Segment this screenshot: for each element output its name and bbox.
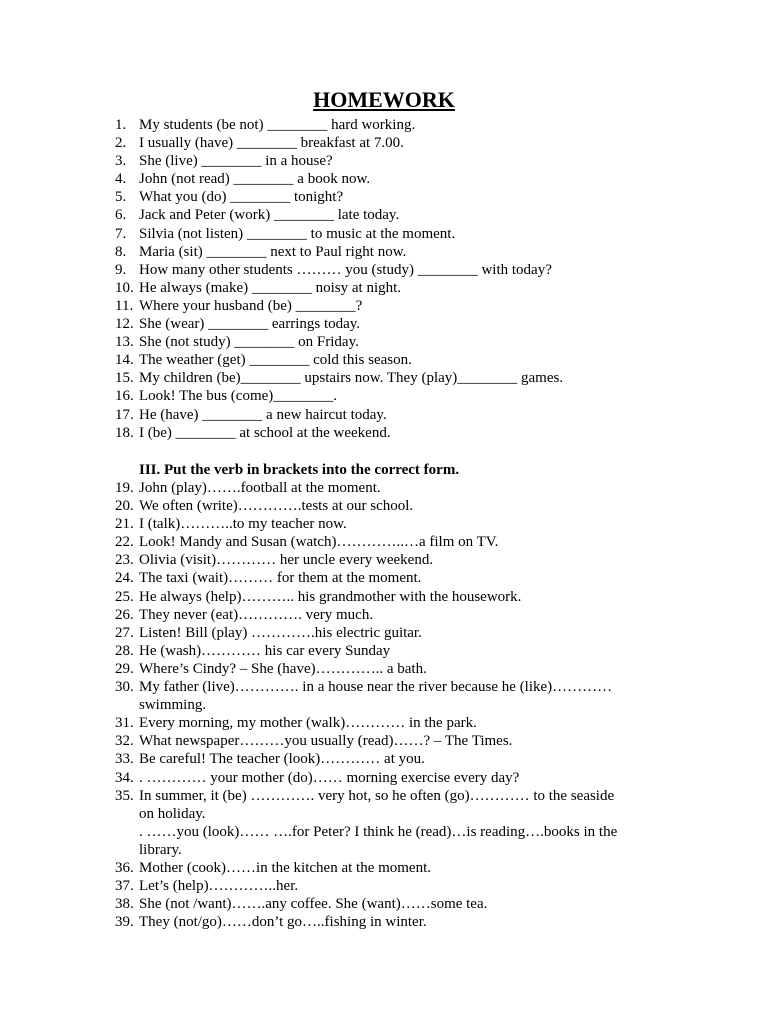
exercise-item <box>115 206 715 224</box>
item-text: What newspaper………you usually (read)……? – The Times. <box>139 733 513 750</box>
exercise-item <box>115 913 715 931</box>
item-text: She (live) ________ in a house? <box>139 153 333 170</box>
exercise-item <box>115 515 715 533</box>
item-text: My students (be not) ________ hard working. <box>139 117 416 133</box>
exercise-item <box>115 497 715 515</box>
exercise-item <box>115 387 715 405</box>
item-number: 10. <box>115 279 134 296</box>
item-number: 33. <box>115 751 134 768</box>
exercise-item <box>115 297 715 315</box>
item-text: Look! Mandy and Susan (watch)…………..…a film on TV. <box>139 534 499 551</box>
item-number: 36. <box>115 859 134 876</box>
item-number: 1. <box>115 117 127 133</box>
item-number: 24. <box>115 570 134 587</box>
item-number: 18. <box>115 424 134 441</box>
item-text: The weather (get) ________ cold this season. <box>139 352 412 369</box>
item-number: 31. <box>115 715 134 732</box>
item-text: In summer, it (be) …………. very hot, so he often (go)………… to the seaside <box>139 787 615 804</box>
item-number: 34. <box>115 769 134 786</box>
item-number: 28. <box>115 642 134 659</box>
page-title: HOMEWORK <box>313 87 455 112</box>
exercise-item <box>115 134 715 152</box>
exercise-item <box>115 116 715 134</box>
item-text: Where your husband (be) ________? <box>139 297 363 314</box>
item-number: 14. <box>115 352 134 369</box>
item-text: My children (be)________ upstairs now. They (play)________ games. <box>139 370 564 387</box>
exercise-item <box>115 369 715 387</box>
item-number: 38. <box>115 896 134 913</box>
exercise-item <box>115 750 715 768</box>
exercise-list-2 <box>115 479 715 931</box>
exercise-item <box>115 333 715 351</box>
exercise-item <box>115 569 715 587</box>
exercise-item <box>115 243 715 261</box>
section-heading: III. Put the verb in brackets into the correct form. <box>139 462 460 478</box>
item-number: 5. <box>115 189 127 206</box>
item-number: 12. <box>115 316 134 333</box>
item-number: 37. <box>115 878 134 895</box>
exercise-item <box>115 551 715 569</box>
item-text: Olivia (visit)………… her uncle every weekend. <box>139 552 434 569</box>
item-text: Mother (cook)……in the kitchen at the moment. <box>139 859 432 876</box>
item-continuation: swimming. <box>139 697 207 714</box>
item-number: 11. <box>115 297 134 314</box>
item-text: I usually (have) ________ breakfast at 7.00. <box>139 135 404 152</box>
item-number: 23. <box>115 552 134 569</box>
item-number: 9. <box>115 261 127 278</box>
item-text: . ………… your mother (do)…… morning exercise every day? <box>139 769 520 786</box>
item-text: He always (help)……….. his grandmother with the housework. <box>139 588 522 605</box>
item-number: 35. <box>115 787 134 804</box>
exercise-item <box>115 787 715 805</box>
exercise-item <box>115 479 715 497</box>
item-text: Jack and Peter (work) ________ late today. <box>139 207 400 224</box>
item-text: Every morning, my mother (walk)………… in the park. <box>139 715 477 732</box>
item-text: She (not study) ________ on Friday. <box>139 334 359 351</box>
exercise-item <box>115 315 715 333</box>
exercise-item <box>115 424 715 442</box>
exercise-item <box>115 678 715 696</box>
exercise-item <box>115 351 715 369</box>
item-text: What you (do) ________ tonight? <box>139 189 344 206</box>
exercise-item <box>115 714 715 732</box>
item-number: 16. <box>115 388 134 405</box>
item-text: Where’s Cindy? – She (have)………….. a bath. <box>139 660 427 677</box>
exercise-item <box>115 188 715 206</box>
item-text: We often (write)………….tests at our school. <box>139 498 414 515</box>
exercise-item <box>115 170 715 188</box>
item-number: 26. <box>115 606 134 623</box>
exercise-item <box>115 642 715 660</box>
item-number: 3. <box>115 153 127 170</box>
exercise-list-1 <box>115 116 715 442</box>
item-text: John (play)…….football at the moment. <box>139 480 381 496</box>
item-text: Look! The bus (come)________. <box>139 388 338 405</box>
item-number: 27. <box>115 624 134 641</box>
exercise-item <box>115 588 715 606</box>
item-text: He always (make) ________ noisy at night. <box>139 279 402 296</box>
item-text: How many other students ……… you (study) ________ with today? <box>139 261 552 278</box>
exercise-item <box>115 406 715 424</box>
item-text: I (talk)………..to my teacher now. <box>139 516 347 533</box>
item-text: I (be) ________ at school at the weekend. <box>139 424 391 441</box>
exercise-item <box>115 624 715 642</box>
item-text: She (not /want)…….any coffee. She (want)……some tea. <box>139 896 488 913</box>
item-number: 13. <box>115 334 134 351</box>
item-text: He (have) ________ a new haircut today. <box>139 406 387 423</box>
item-text: Listen! Bill (play) ………….his electric guitar. <box>139 624 422 641</box>
exercise-item <box>115 660 715 678</box>
item-number: 7. <box>115 225 127 242</box>
exercise-item <box>115 877 715 895</box>
item-text: . ……you (look)…… ….for Peter? I think he (read)…is reading….books in the <box>139 823 618 840</box>
item-number: 25. <box>115 588 134 605</box>
exercise-item <box>115 279 715 297</box>
item-text: Maria (sit) ________ next to Paul right now. <box>139 243 407 260</box>
exercise-item <box>115 152 715 170</box>
exercise-item <box>115 261 715 279</box>
item-number: 19. <box>115 480 134 496</box>
item-number: 15. <box>115 370 134 387</box>
item-text: She (wear) ________ earrings today. <box>139 316 361 333</box>
item-text: John (not read) ________ a book now. <box>139 171 371 188</box>
exercise-item <box>115 225 715 243</box>
item-text: He (wash)………… his car every Sunday <box>139 642 391 659</box>
item-number: 6. <box>115 207 127 224</box>
item-number: 30. <box>115 679 134 696</box>
item-continuation: library. <box>139 841 182 858</box>
exercise-item <box>115 859 715 877</box>
item-text: They (not/go)……don’t go…..fishing in winter. <box>139 914 427 931</box>
item-text: The taxi (wait)……… for them at the moment. <box>139 570 422 587</box>
item-number: 4. <box>115 171 127 188</box>
exercise-item <box>115 895 715 913</box>
exercise-item <box>115 732 715 750</box>
item-number <box>115 823 139 841</box>
item-text: They never (eat)…………. very much. <box>139 606 374 623</box>
item-number: 2. <box>115 135 127 152</box>
exercise-item <box>115 823 715 841</box>
item-text: Be careful! The teacher (look)………… at you. <box>139 751 425 768</box>
item-number: 29. <box>115 660 134 677</box>
item-number: 8. <box>115 243 127 260</box>
exercise-item <box>115 769 715 787</box>
item-number: 39. <box>115 914 134 931</box>
item-number: 21. <box>115 516 134 533</box>
item-continuation: on holiday. <box>139 805 206 822</box>
item-number: 22. <box>115 534 134 551</box>
item-text: Silvia (not listen) ________ to music at the moment. <box>139 225 456 242</box>
exercise-item <box>115 606 715 624</box>
item-number: 32. <box>115 733 134 750</box>
item-number: 17. <box>115 406 134 423</box>
exercise-item <box>115 533 715 551</box>
item-number: 20. <box>115 498 134 515</box>
item-text: My father (live)…………. in a house near the river because he (like)………… <box>139 679 613 696</box>
item-text: Let’s (help)…………..her. <box>139 878 299 895</box>
